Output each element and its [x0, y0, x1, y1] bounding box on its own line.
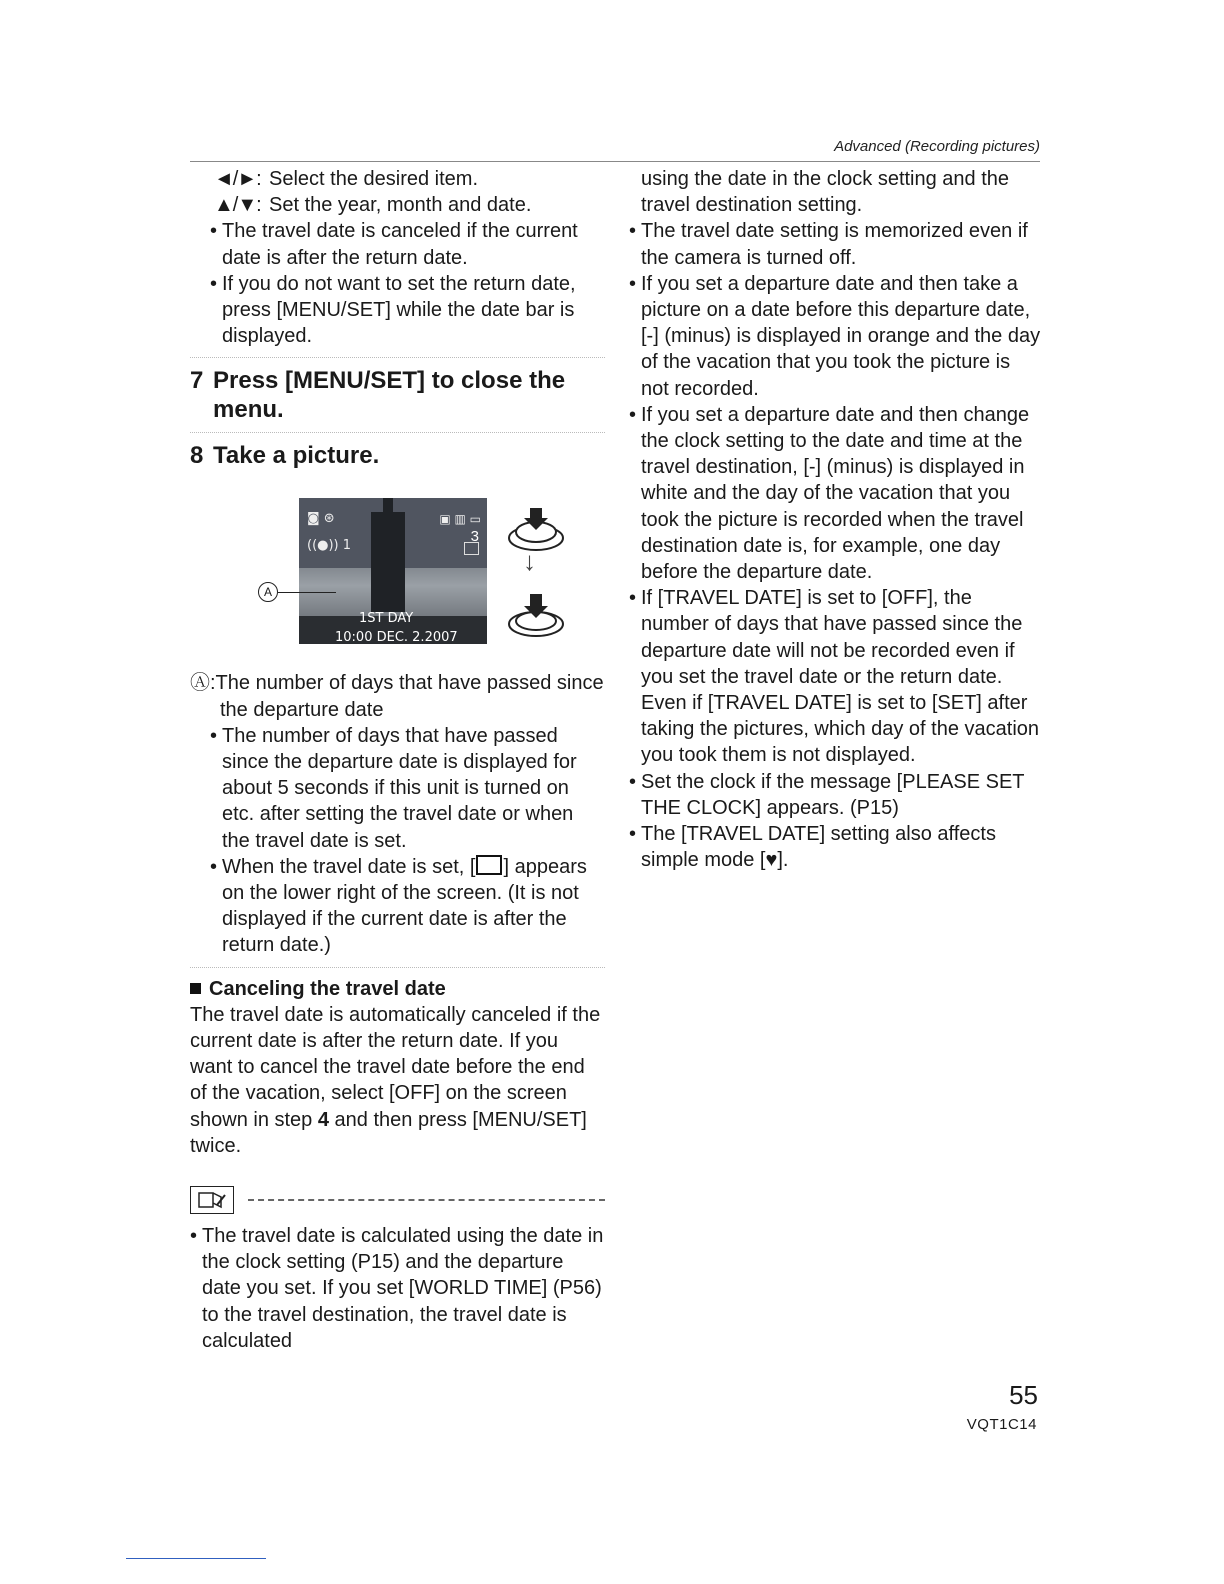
step-text: Press [MENU/SET] to close the menu. [213, 367, 566, 424]
left-column [190, 166, 605, 1354]
bullet-item: • The travel date setting is memorized even if the camera is turned off. [628, 218, 1043, 270]
bullet-item: • The [TRAVEL DATE] setting also affects simple mode [♥]. [628, 821, 1043, 873]
camera-figure [190, 478, 605, 668]
step-8 [190, 441, 605, 470]
divider [190, 357, 605, 358]
bullet-item: • If you set a departure date and then change the clock setting to the date and time at the travel destination, [-] (minus) is displayed in white and the day of the vacation that you took the picture is recorded when the travel destination date is, for example, one day before the departure date. [628, 402, 1043, 585]
note-list [190, 1223, 605, 1354]
divider [190, 967, 605, 968]
footer-rule [126, 1558, 266, 1559]
canceling-heading: Canceling the travel date [190, 976, 605, 1002]
key-row-up-down [190, 192, 605, 218]
bullet-item: • If you set a departure date and then take a picture on a date before this departure date, [-] (minus) is displayed in orange and the day of the vacation that you took the picture is not recorded. [628, 271, 1043, 402]
marker-description: Ⓐ:The number of days that have passed since the departure date [190, 672, 604, 721]
camera-mode-icon: ◙ ⊛ ((●)) 1 [307, 511, 352, 553]
heart-icon: ♥ [765, 849, 778, 872]
up-down-arrows-icon: ▲/▼: [214, 194, 261, 217]
page-number: 55 [1009, 1380, 1038, 1410]
right-column [628, 166, 1043, 873]
bullet-item: • When the travel date is set, [ ] appears on the lower right of the screen. (It is not displayed if the current date is after the return date.) [190, 854, 605, 959]
date-time-display: 10:00 DEC. 2.2007 [335, 630, 458, 645]
memory-icon [464, 542, 479, 555]
battery-icon: ▣ ▥ ▭ [439, 512, 481, 527]
marker-a: A [258, 582, 278, 602]
travel-date-icon [476, 855, 502, 875]
key-desc: Set the year, month and date. [269, 194, 532, 217]
left-right-arrows-icon: ◄/►: [214, 168, 261, 190]
bullet-item: • If [TRAVEL DATE] is set to [OFF], the number of days that have passed since the departure date will not be recorded even if you set the travel date or the return date. Even if [TRAVEL DATE] is set to [SET] after taking the pictures, which day of the vacation you took them is not displayed. [628, 585, 1043, 768]
square-bullet-icon [190, 983, 201, 994]
shutter-half-press-icon [506, 506, 566, 554]
arrow-down-icon: ↓ [523, 546, 536, 577]
bullet-item: • The travel date is calculated using the date in the clock setting (P15) and the departure date you set. If you set [WORLD TIME] (P56) to the travel destination, the travel date is calculated [190, 1223, 605, 1354]
note-header [190, 1185, 605, 1215]
canceling-text: The travel date is automatically canceled if the current date is after the return date. If you want to cancel the travel date before the end of the vacation, select [OFF] on the screen shown in step 4 and then press [MENU/SET] twice. [190, 1003, 601, 1157]
key-desc: Select the desired item. [269, 168, 478, 190]
key-row-left-right [190, 166, 605, 192]
bullet-item: • If you do not want to set the return date, press [MENU/SET] while the date bar is displayed. [190, 271, 605, 350]
section-header: Advanced (Recording pictures) [834, 138, 1040, 155]
document-code: VQT1C14 [966, 1416, 1037, 1433]
marker-line [278, 592, 336, 593]
shutter-full-press-icon [506, 592, 566, 640]
travel-day-label: 1ST DAY [359, 611, 414, 627]
bullet-item: • The travel date is canceled if the current date is after the return date. [190, 218, 605, 270]
note-icon [190, 1186, 234, 1214]
header-rule [190, 161, 1040, 162]
step-text: Take a picture. [213, 442, 380, 470]
continued-text: using the date in the clock setting and the travel destination setting. [641, 168, 1010, 217]
divider [190, 432, 605, 433]
step-number: 8 [190, 442, 204, 470]
step-number: 7 [190, 367, 204, 395]
bullet-item: • The number of days that have passed since the departure date is displayed for about 5 seconds if this unit is turned on etc. after setting the travel date or when the travel date is set. [190, 723, 605, 854]
picture-count: 3 [470, 528, 479, 546]
note-dashed-rule [248, 1199, 605, 1201]
lcd-screen-image [299, 498, 487, 644]
step-7 [190, 366, 605, 424]
bullet-item: • Set the clock if the message [PLEASE SET THE CLOCK] appears. (P15) [628, 769, 1043, 821]
